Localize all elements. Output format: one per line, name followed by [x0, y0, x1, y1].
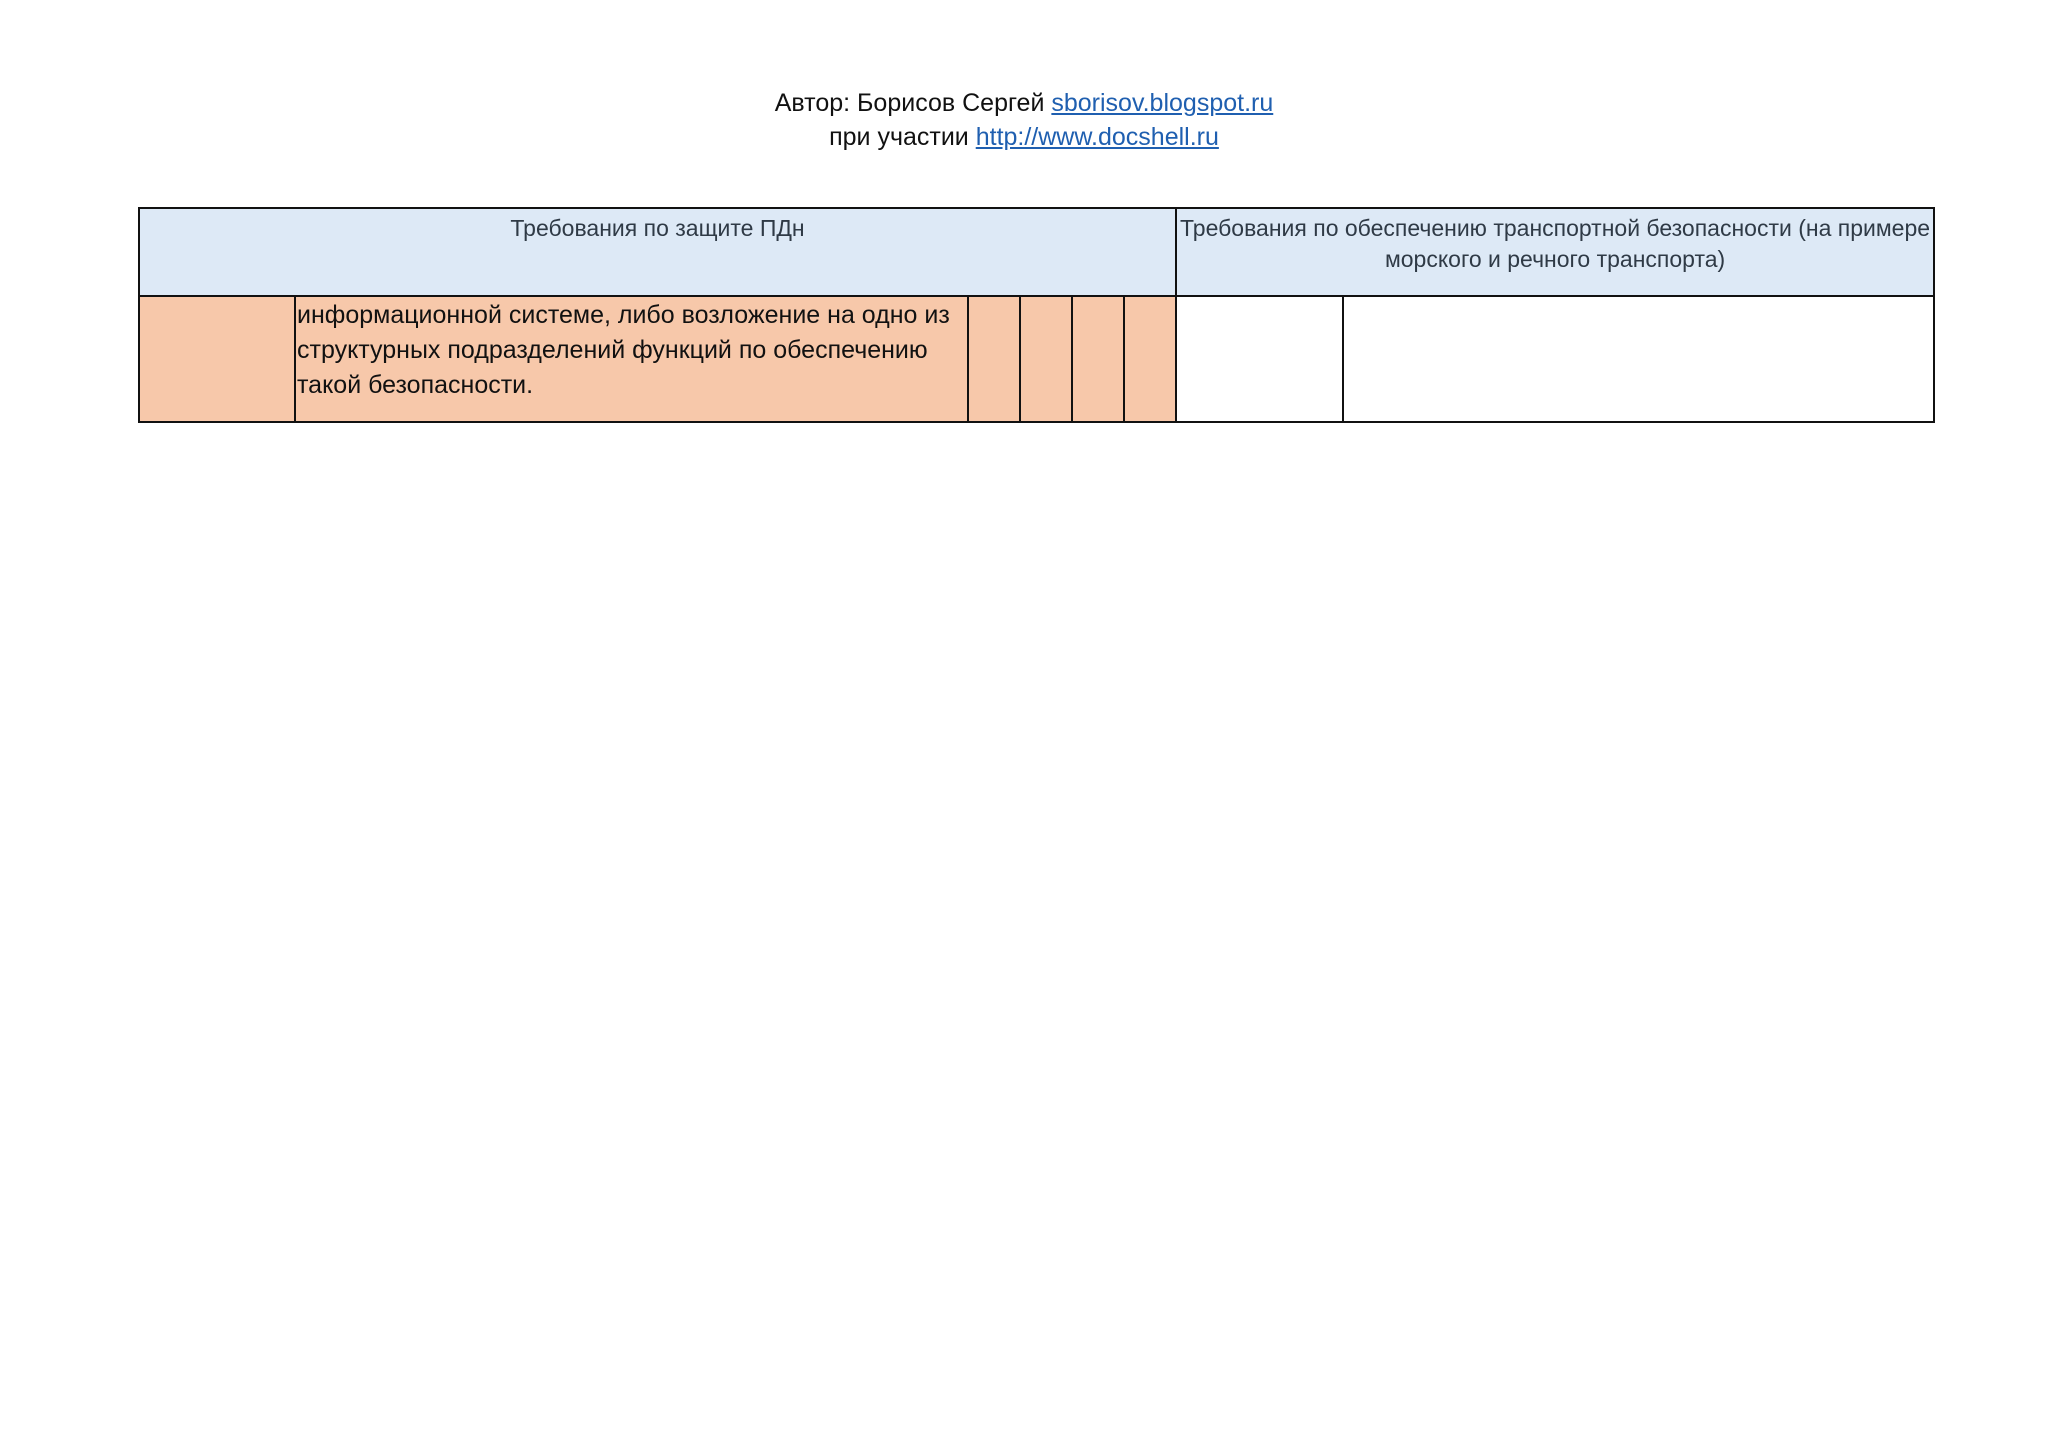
header-pdn-requirements: Требования по защите ПДн — [139, 208, 1176, 296]
cell-transport-ref — [1176, 296, 1343, 422]
cell-requirement-text — [295, 296, 968, 422]
author-line — [0, 86, 2048, 120]
table-row — [139, 296, 1934, 422]
cell-mark-1 — [968, 296, 1020, 422]
participation-line — [0, 120, 2048, 154]
cell-number — [139, 296, 295, 422]
cell-mark-3 — [1072, 296, 1124, 422]
cell-transport-text — [1343, 296, 1934, 422]
cell-mark-4 — [1124, 296, 1176, 422]
header-transport-security: Требования по обеспечению транспортной безопасности (на примере морского и речного транспорта) — [1176, 208, 1934, 296]
docshell-link[interactable]: http://www.docshell.ru — [975, 123, 1219, 151]
author-prefix: Автор: Борисов Сергей — [774, 89, 1045, 117]
author-block — [0, 86, 2048, 154]
author-blog-link[interactable]: sborisov.blogspot.ru — [1051, 89, 1274, 117]
requirement-text: информационной системе, либо возложение на одно из структурных подразделений функций по обеспечению такой безопасности. — [297, 301, 950, 399]
cell-mark-2 — [1020, 296, 1072, 422]
requirements-table — [138, 207, 1935, 423]
participation-prefix: при участии — [829, 123, 969, 151]
table-header-row — [139, 208, 1934, 296]
